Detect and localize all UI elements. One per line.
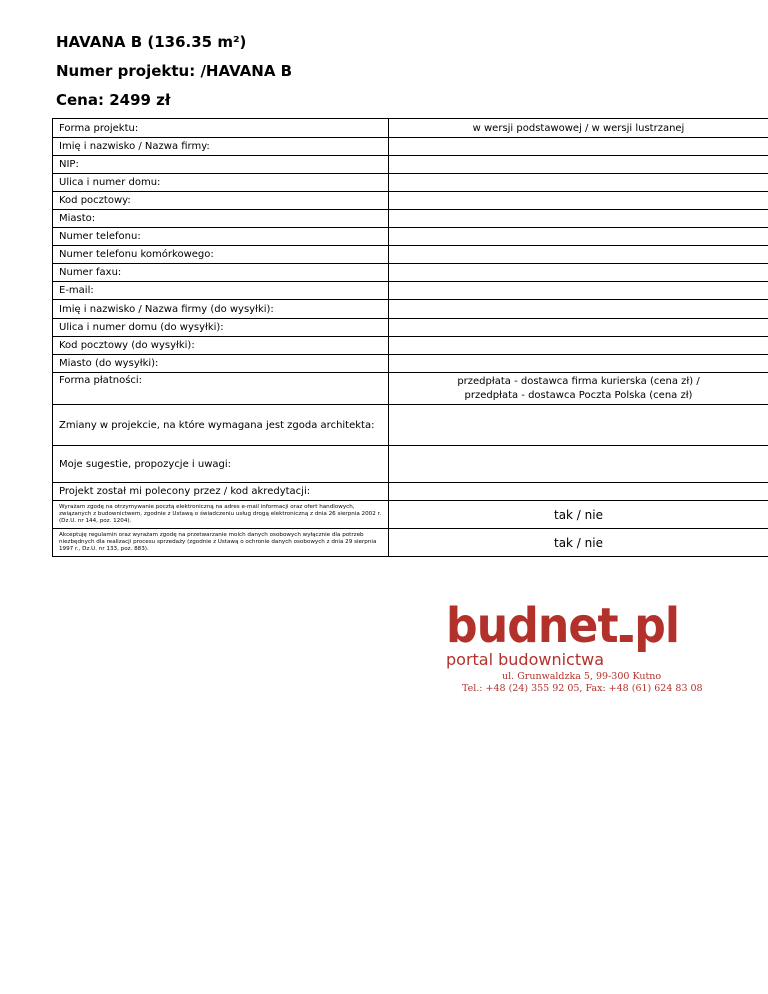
field-fax[interactable] <box>389 264 768 282</box>
project-price: Cena: 2499 zł <box>56 91 171 109</box>
row-ship-street <box>53 319 768 337</box>
label-ship-city: Miasto (do wysyłki): <box>53 355 389 373</box>
value-project-form[interactable]: w wersji podstawowej / w wersji lustrzanej <box>389 119 768 138</box>
label-mobile: Numer telefonu komórkowego: <box>53 246 389 264</box>
row-ship-name <box>53 300 768 319</box>
row-consent-data <box>53 529 768 557</box>
field-city[interactable] <box>389 210 768 228</box>
row-postal-code <box>53 192 768 210</box>
row-referral <box>53 483 768 501</box>
field-mobile[interactable] <box>389 246 768 264</box>
row-payment <box>53 373 768 405</box>
label-architect-changes: Zmiany w projekcie, na które wymagana jest zgoda architekta: <box>53 405 389 446</box>
label-name: Imię i nazwisko / Nazwa firmy: <box>53 138 389 156</box>
row-phone <box>53 228 768 246</box>
field-ship-postal[interactable] <box>389 337 768 355</box>
row-suggestions <box>53 446 768 483</box>
label-fax: Numer faxu: <box>53 264 389 282</box>
row-fax <box>53 264 768 282</box>
label-ship-street: Ulica i numer domu (do wysyłki): <box>53 319 389 337</box>
field-phone[interactable] <box>389 228 768 246</box>
row-street <box>53 174 768 192</box>
label-referral: Projekt został mi polecony przez / kod akredytacji: <box>53 483 389 501</box>
choice-consent-marketing[interactable]: tak / nie <box>389 501 768 529</box>
label-consent-data: Akceptuję regulamin oraz wyrażam zgodę na przetwarzanie moich danych osobowych wyłącznie dla potrzeb niezbędnych dla realizacji procesu sprzedaży (zgodnie z Ustawą o ochronie danych osobowych z dnia 29 sierpnia 1997 r., Dz.U. nr 133, poz. 883). <box>53 529 389 557</box>
label-consent-marketing: Wyrażam zgodę na otrzymywanie pocztą elektroniczną na adres e-mail informacji oraz ofert handlowych, związanych z budownictwem, zgodnie z Ustawą o świadczeniu usług drogą elektroniczną z dnia 26 sierpnia 2002 r. (Dz.U. nr 144, poz. 1204). <box>53 501 389 529</box>
payment-option-courier[interactable]: przedpłata - dostawca firma kurierska (cena zł) / <box>457 375 700 387</box>
label-nip: NIP: <box>53 156 389 174</box>
logo-address: ul. Grunwaldzka 5, 99-300 Kutno <box>502 671 662 682</box>
logo-brand-left: budnet <box>446 598 618 654</box>
row-project-form <box>53 119 768 138</box>
label-postal-code: Kod pocztowy: <box>53 192 389 210</box>
row-city <box>53 210 768 228</box>
label-street: Ulica i numer domu: <box>53 174 389 192</box>
field-name[interactable] <box>389 138 768 156</box>
row-ship-postal <box>53 337 768 355</box>
row-architect-changes <box>53 405 768 446</box>
row-ship-city <box>53 355 768 373</box>
field-architect-changes[interactable] <box>389 405 768 446</box>
label-email: E-mail: <box>53 282 389 300</box>
field-referral[interactable] <box>389 483 768 501</box>
budnet-logo <box>446 598 706 694</box>
field-email[interactable] <box>389 282 768 300</box>
row-name <box>53 138 768 156</box>
project-title: HAVANA B (136.35 m²) <box>56 33 247 51</box>
field-ship-street[interactable] <box>389 319 768 337</box>
label-ship-name: Imię i nazwisko / Nazwa firmy (do wysyłki): <box>53 300 389 319</box>
logo-wordmark <box>446 598 679 654</box>
field-ship-name[interactable] <box>389 300 768 319</box>
value-payment[interactable] <box>389 373 768 405</box>
field-street[interactable] <box>389 174 768 192</box>
payment-option-post[interactable]: przedpłata - dostawca Poczta Polska (cena zł) <box>464 389 693 401</box>
project-number: Numer projektu: /HAVANA B <box>56 62 293 80</box>
field-postal-code[interactable] <box>389 192 768 210</box>
field-nip[interactable] <box>389 156 768 174</box>
label-suggestions: Moje sugestie, propozycje i uwagi: <box>53 446 389 483</box>
row-email <box>53 282 768 300</box>
logo-contact: Tel.: +48 (24) 355 92 05, Fax: +48 (61) 624 83 08 <box>462 683 703 694</box>
label-phone: Numer telefonu: <box>53 228 389 246</box>
field-ship-city[interactable] <box>389 355 768 373</box>
label-payment: Forma płatności: <box>53 373 389 405</box>
row-mobile <box>53 246 768 264</box>
field-suggestions[interactable] <box>389 446 768 483</box>
logo-separator <box>619 635 632 642</box>
choice-consent-data[interactable]: tak / nie <box>389 529 768 557</box>
logo-brand-right: pl <box>634 598 680 654</box>
order-form-table <box>52 118 768 557</box>
row-consent-marketing <box>53 501 768 529</box>
row-nip <box>53 156 768 174</box>
label-city: Miasto: <box>53 210 389 228</box>
label-project-form: Forma projektu: <box>53 119 389 138</box>
logo-subtitle: portal budownictwa <box>446 650 605 669</box>
label-ship-postal: Kod pocztowy (do wysyłki): <box>53 337 389 355</box>
